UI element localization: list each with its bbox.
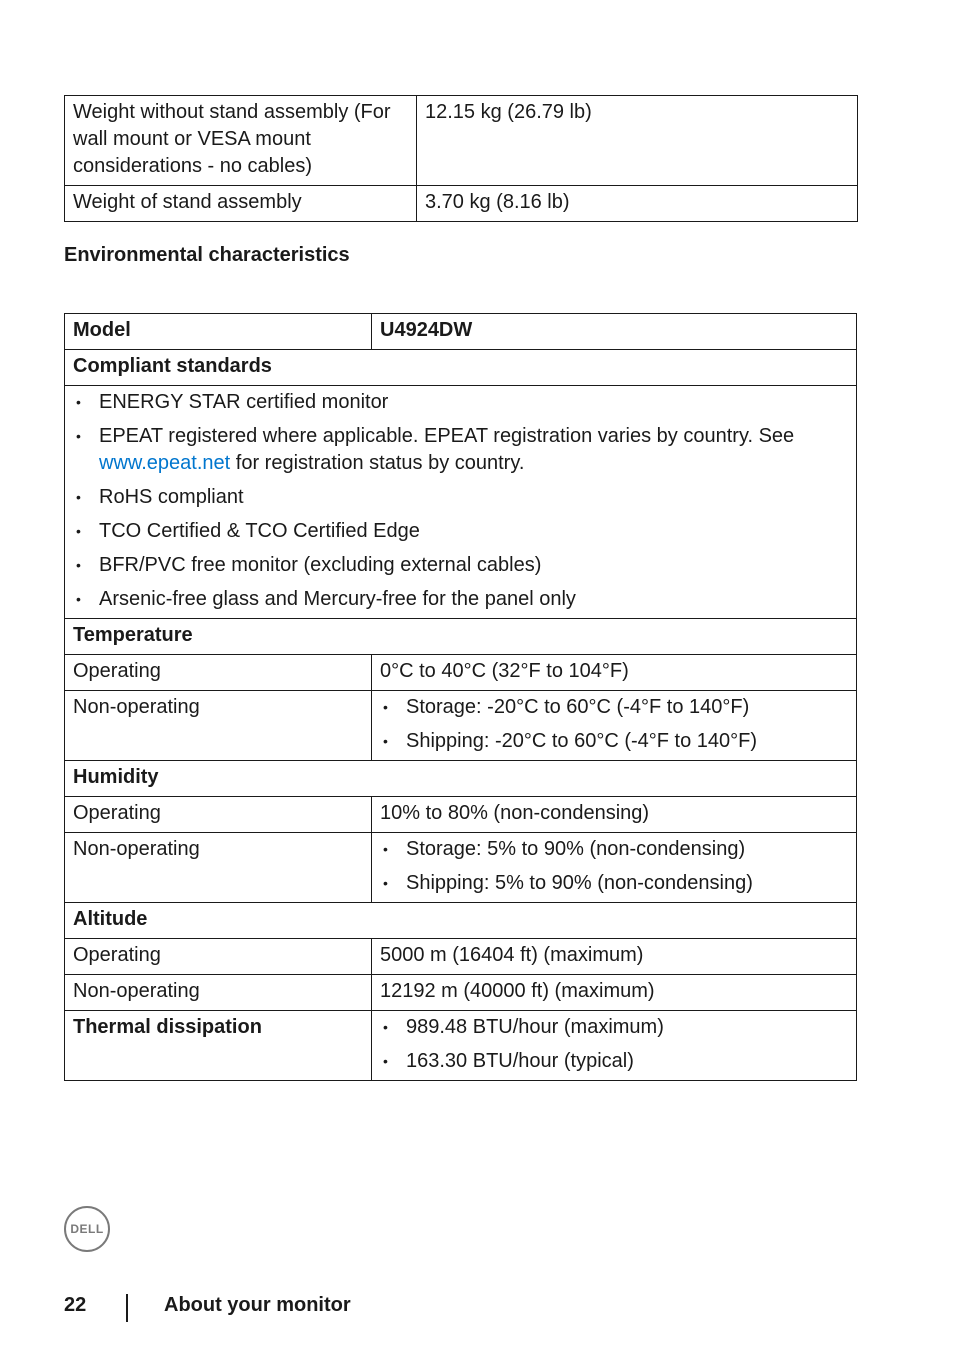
- weight-stand-label: Weight of stand assembly: [65, 186, 417, 222]
- table-row: [65, 975, 857, 1011]
- table-row: [65, 314, 857, 350]
- dell-logo-icon: DELL: [64, 1206, 110, 1252]
- list-item: • 989.48 BTU/hour (maximum): [383, 1016, 664, 1038]
- temperature-operating-value: 0°C to 40°C (32°F to 104°F): [372, 655, 857, 691]
- temperature-heading: Temperature: [65, 619, 857, 655]
- table-row: [65, 833, 857, 903]
- page-number: 22: [64, 1294, 87, 1316]
- table-row: [65, 939, 857, 975]
- humidity-operating-label: Operating: [65, 797, 372, 833]
- table-row: [65, 619, 857, 655]
- table-row: [65, 186, 858, 222]
- table-row: [65, 797, 857, 833]
- weight-stand-value: 3.70 kg (8.16 lb): [417, 186, 858, 222]
- list-item: • TCO Certified & TCO Certified Edge: [76, 520, 420, 542]
- list-item: • RoHS compliant: [76, 486, 244, 508]
- weight-no-stand-value: 12.15 kg (26.79 lb): [417, 96, 858, 186]
- epeat-link[interactable]: www.epeat.net: [99, 452, 231, 474]
- altitude-heading: Altitude: [65, 903, 857, 939]
- thermal-dissipation-label: Thermal dissipation: [65, 1011, 372, 1081]
- footer-divider: [126, 1294, 128, 1322]
- table-row: [65, 655, 857, 691]
- list-item: • ENERGY STAR certified monitor: [76, 391, 389, 413]
- list-item: • EPEAT registered where applicable. EPEAT registration varies by country. See www.epeat.net for registration status by country.: [76, 425, 795, 474]
- thermal-dissipation-values: [372, 1011, 857, 1081]
- compliant-standards-heading: Compliant standards: [65, 350, 857, 386]
- altitude-operating-value: 5000 m (16404 ft) (maximum): [372, 939, 857, 975]
- table-row: [65, 761, 857, 797]
- table-row: [65, 386, 857, 619]
- humidity-nonop-label: Non-operating: [65, 833, 372, 903]
- compliant-standards-list: [73, 389, 848, 613]
- table-row: [65, 1011, 857, 1081]
- list-item: • Shipping: 5% to 90% (non-condensing): [383, 872, 753, 894]
- humidity-operating-value: 10% to 80% (non-condensing): [372, 797, 857, 833]
- weight-no-stand-label: Weight without stand assembly (For wall mount or VESA mount considerations - no cables): [65, 96, 417, 186]
- table-row: [65, 96, 858, 186]
- footer-section-title: About your monitor: [164, 1294, 351, 1316]
- list-item: • Arsenic-free glass and Mercury-free for the panel only: [76, 588, 576, 610]
- model-value: U4924DW: [372, 314, 857, 350]
- list-item: • Storage: 5% to 90% (non-condensing): [383, 838, 746, 860]
- altitude-nonop-value: 12192 m (40000 ft) (maximum): [372, 975, 857, 1011]
- table-row: [65, 691, 857, 761]
- section-heading: Environmental characteristics: [64, 244, 350, 266]
- altitude-operating-label: Operating: [65, 939, 372, 975]
- table-row: [65, 903, 857, 939]
- weight-table: [64, 95, 858, 222]
- temperature-nonop-label: Non-operating: [65, 691, 372, 761]
- model-label: Model: [65, 314, 372, 350]
- compliant-standards-list-cell: [65, 386, 857, 619]
- list-item: • Storage: -20°C to 60°C (-4°F to 140°F): [383, 696, 750, 718]
- list-item: • 163.30 BTU/hour (typical): [383, 1050, 634, 1072]
- temperature-operating-label: Operating: [65, 655, 372, 691]
- altitude-nonop-label: Non-operating: [65, 975, 372, 1011]
- humidity-heading: Humidity: [65, 761, 857, 797]
- list-item: • Shipping: -20°C to 60°C (-4°F to 140°F): [383, 730, 758, 752]
- environmental-table: [64, 313, 857, 1081]
- list-item: • BFR/PVC free monitor (excluding external cables): [76, 554, 542, 576]
- humidity-nonop-values: [372, 833, 857, 903]
- temperature-nonop-values: [372, 691, 857, 761]
- table-row: [65, 350, 857, 386]
